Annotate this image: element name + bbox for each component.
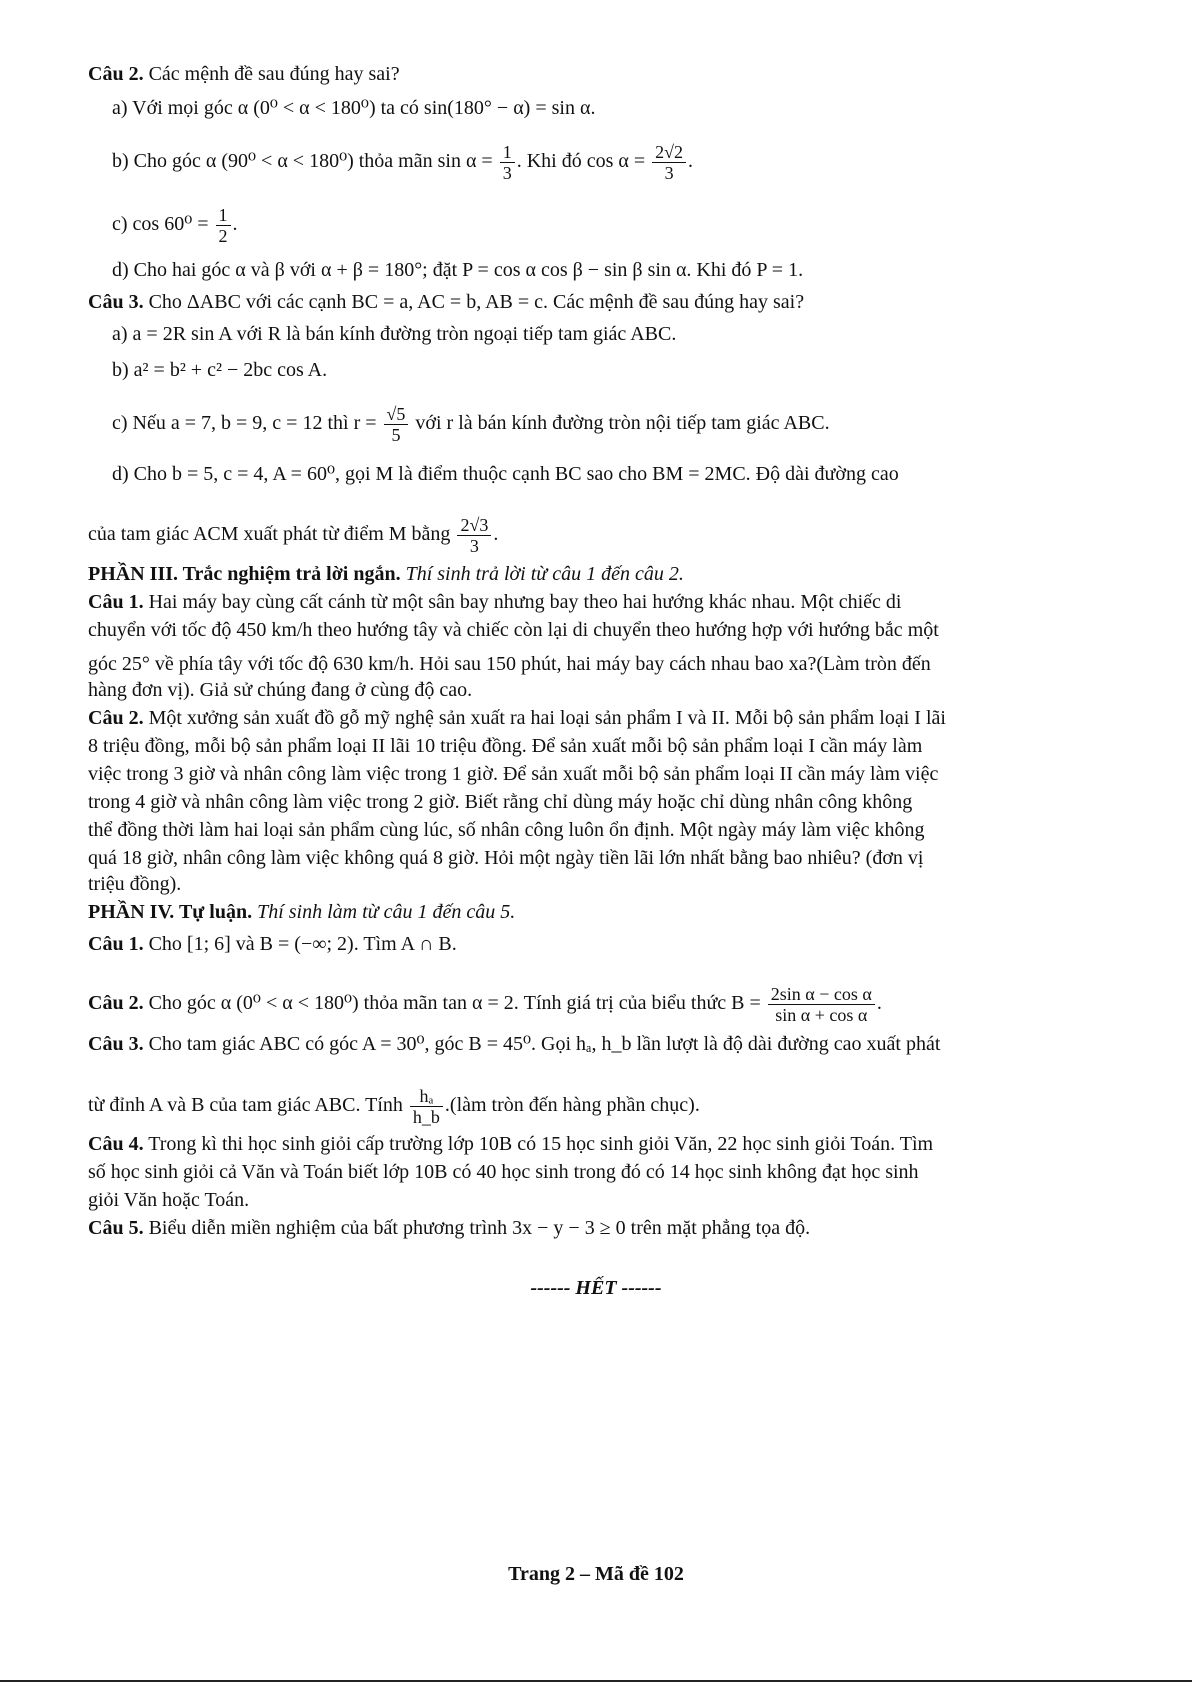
end-mark: ------ HẾT ------: [530, 1277, 662, 1299]
fraction: $\frac{2√3}{3}$: [457, 515, 491, 556]
p3-q2-line6: quá 18 giờ, nhân công làm việc không quá 8 giờ. Hỏi một ngày tiền lãi lớn nhất bằng bao nhiêu? (đơn vị: [88, 847, 924, 869]
fraction: $\frac{\text{hₐ}}{h\_b}$: [410, 1086, 443, 1127]
p4-q4-line2: số học sinh giỏi cả Văn và Toán biết lớp 10B có 40 học sinh trong đó có 14 học sinh không đạt học sinh: [88, 1161, 919, 1183]
p2-q3-a: a) a = 2R sin A với R là bán kính đường tròn ngoại tiếp tam giác ABC.: [112, 323, 677, 345]
p3-q1-line2: chuyển với tốc độ 450 km/h theo hướng tây và chiếc còn lại di chuyển theo hướng hợp với hướng bắc một: [88, 619, 939, 641]
p4-q1: Câu 1. Cho [1; 6] và B = (−∞; 2). Tìm A ∩ B.: [88, 933, 457, 955]
part3-title: PHẦN III. Trắc nghiệm trả lời ngắn. Thí sinh trả lời từ câu 1 đến câu 2.: [88, 563, 684, 585]
p3-q2-line1: Câu 2. Một xưởng sản xuất đồ gỗ mỹ nghệ sản xuất ra hai loại sản phẩm I và II. Mỗi bộ sản phẩm loại I lãi: [88, 707, 946, 729]
p2-q3-c: c) Nếu a = 7, b = 9, c = 12 thì r = $\frac{√5}{5}$ với r là bán kính đường tròn nội tiếp tam giác ABC.: [112, 404, 830, 445]
p2-q3-d-line2: của tam giác ACM xuất phát từ điểm M bằng $\frac{2√3}{3}$ .: [88, 515, 499, 556]
p3-q1-line4: hàng đơn vị). Giả sử chúng đang ở cùng độ cao.: [88, 679, 473, 701]
p3-q2-line2: 8 triệu đồng, mỗi bộ sản phẩm loại II lãi 10 triệu đồng. Để sản xuất mỗi bộ sản phẩm loại I cần máy làm: [88, 735, 923, 757]
p3-q1-line3: góc 25° về phía tây với tốc độ 630 km/h. Hỏi sau 150 phút, hai máy bay cách nhau bao xa?(Làm tròn đến: [88, 653, 931, 675]
p2-q2-c: c) cos 60⁰ = $\frac{1}{2}$ .: [112, 205, 238, 246]
fraction: $\frac{\text{2sin α − cos α}}{\text{sin α + cos α}}$: [768, 984, 875, 1025]
p3-q2-line5: thể đồng thời làm hai loại sản phẩm cùng lúc, số nhân công luôn ổn định. Một ngày máy làm việc không: [88, 819, 925, 841]
p4-q3-line2: từ đỉnh A và B của tam giác ABC. Tính $\frac{\text{hₐ}}{h\_b}$ .(làm tròn đến hàng phần chục).: [88, 1086, 700, 1127]
p3-q2-line3: việc trong 3 giờ và nhân công làm việc trong 1 giờ. Để sản xuất mỗi bộ sản phẩm loại II cần máy làm việc: [88, 763, 939, 785]
p4-q3-line1: Câu 3. Cho tam giác ABC có góc A = 30⁰, góc B = 45⁰. Gọi hₐ, h_b lần lượt là độ dài đường cao xuất phát: [88, 1033, 941, 1055]
p2-q2-heading: Câu 2. Các mệnh đề sau đúng hay sai?: [88, 63, 400, 85]
p2-q3-heading: Câu 3. Cho ΔABC với các cạnh BC = a, AC = b, AB = c. Các mệnh đề sau đúng hay sai?: [88, 291, 805, 313]
p2-q3-d-line1: d) Cho b = 5, c = 4, A = 60⁰, gọi M là điểm thuộc cạnh BC sao cho BM = 2MC. Độ dài đường cao: [112, 463, 899, 485]
fraction: $\frac{1}{2}$: [216, 205, 231, 246]
fraction: $\frac{√5}{5}$: [384, 404, 409, 445]
p3-q1-line1: Câu 1. Hai máy bay cùng cất cánh từ một sân bay nhưng bay theo hai hướng khác nhau. Một chiếc di: [88, 591, 902, 613]
part4-title: PHẦN IV. Tự luận. Thí sinh làm từ câu 1 đến câu 5.: [88, 901, 516, 923]
fraction: $\frac{1}{3}$: [500, 142, 515, 183]
bottom-rule: [0, 1680, 1192, 1682]
p4-q4-line3: giỏi Văn hoặc Toán.: [88, 1189, 250, 1211]
p3-q2-line7: triệu đồng).: [88, 873, 182, 895]
p2-q2-b: b) Cho góc α (90⁰ < α < 180⁰) thỏa mãn sin α = $\frac{1}{3}$ . Khi đó cos α = $\frac{2√2}{3}$ .: [112, 142, 694, 183]
fraction: $\frac{2√2}{3}$: [652, 142, 686, 183]
page-footer: Trang 2 – Mã đề 102: [508, 1563, 684, 1585]
p4-q5: Câu 5. Biểu diễn miền nghiệm của bất phương trình 3x − y − 3 ≥ 0 trên mặt phẳng tọa độ.: [88, 1217, 811, 1239]
p3-q2-line4: trong 4 giờ và nhân công làm việc trong 2 giờ. Biết rằng chỉ dùng máy hoặc chỉ dùng nhân công không: [88, 791, 913, 813]
p2-q2-d: d) Cho hai góc α và β với α + β = 180°; đặt P = cos α cos β − sin β sin α. Khi đó P = 1.: [112, 259, 804, 281]
p4-q4-line1: Câu 4. Trong kì thi học sinh giỏi cấp trường lớp 10B có 15 học sinh giỏi Văn, 22 học sinh giỏi Toán. Tìm: [88, 1133, 934, 1155]
p2-q3-b: b) a² = b² + c² − 2bc cos A.: [112, 359, 328, 381]
p2-q2-a: a) Với mọi góc α (0⁰ < α < 180⁰) ta có sin(180° − α) = sin α.: [112, 97, 596, 119]
p4-q2: Câu 2. Cho góc α (0⁰ < α < 180⁰) thỏa mãn tan α = 2. Tính giá trị của biểu thức B = $\frac{\text{2sin α − cos α}}{\text{sin α + cos α}}$ .: [88, 984, 882, 1025]
